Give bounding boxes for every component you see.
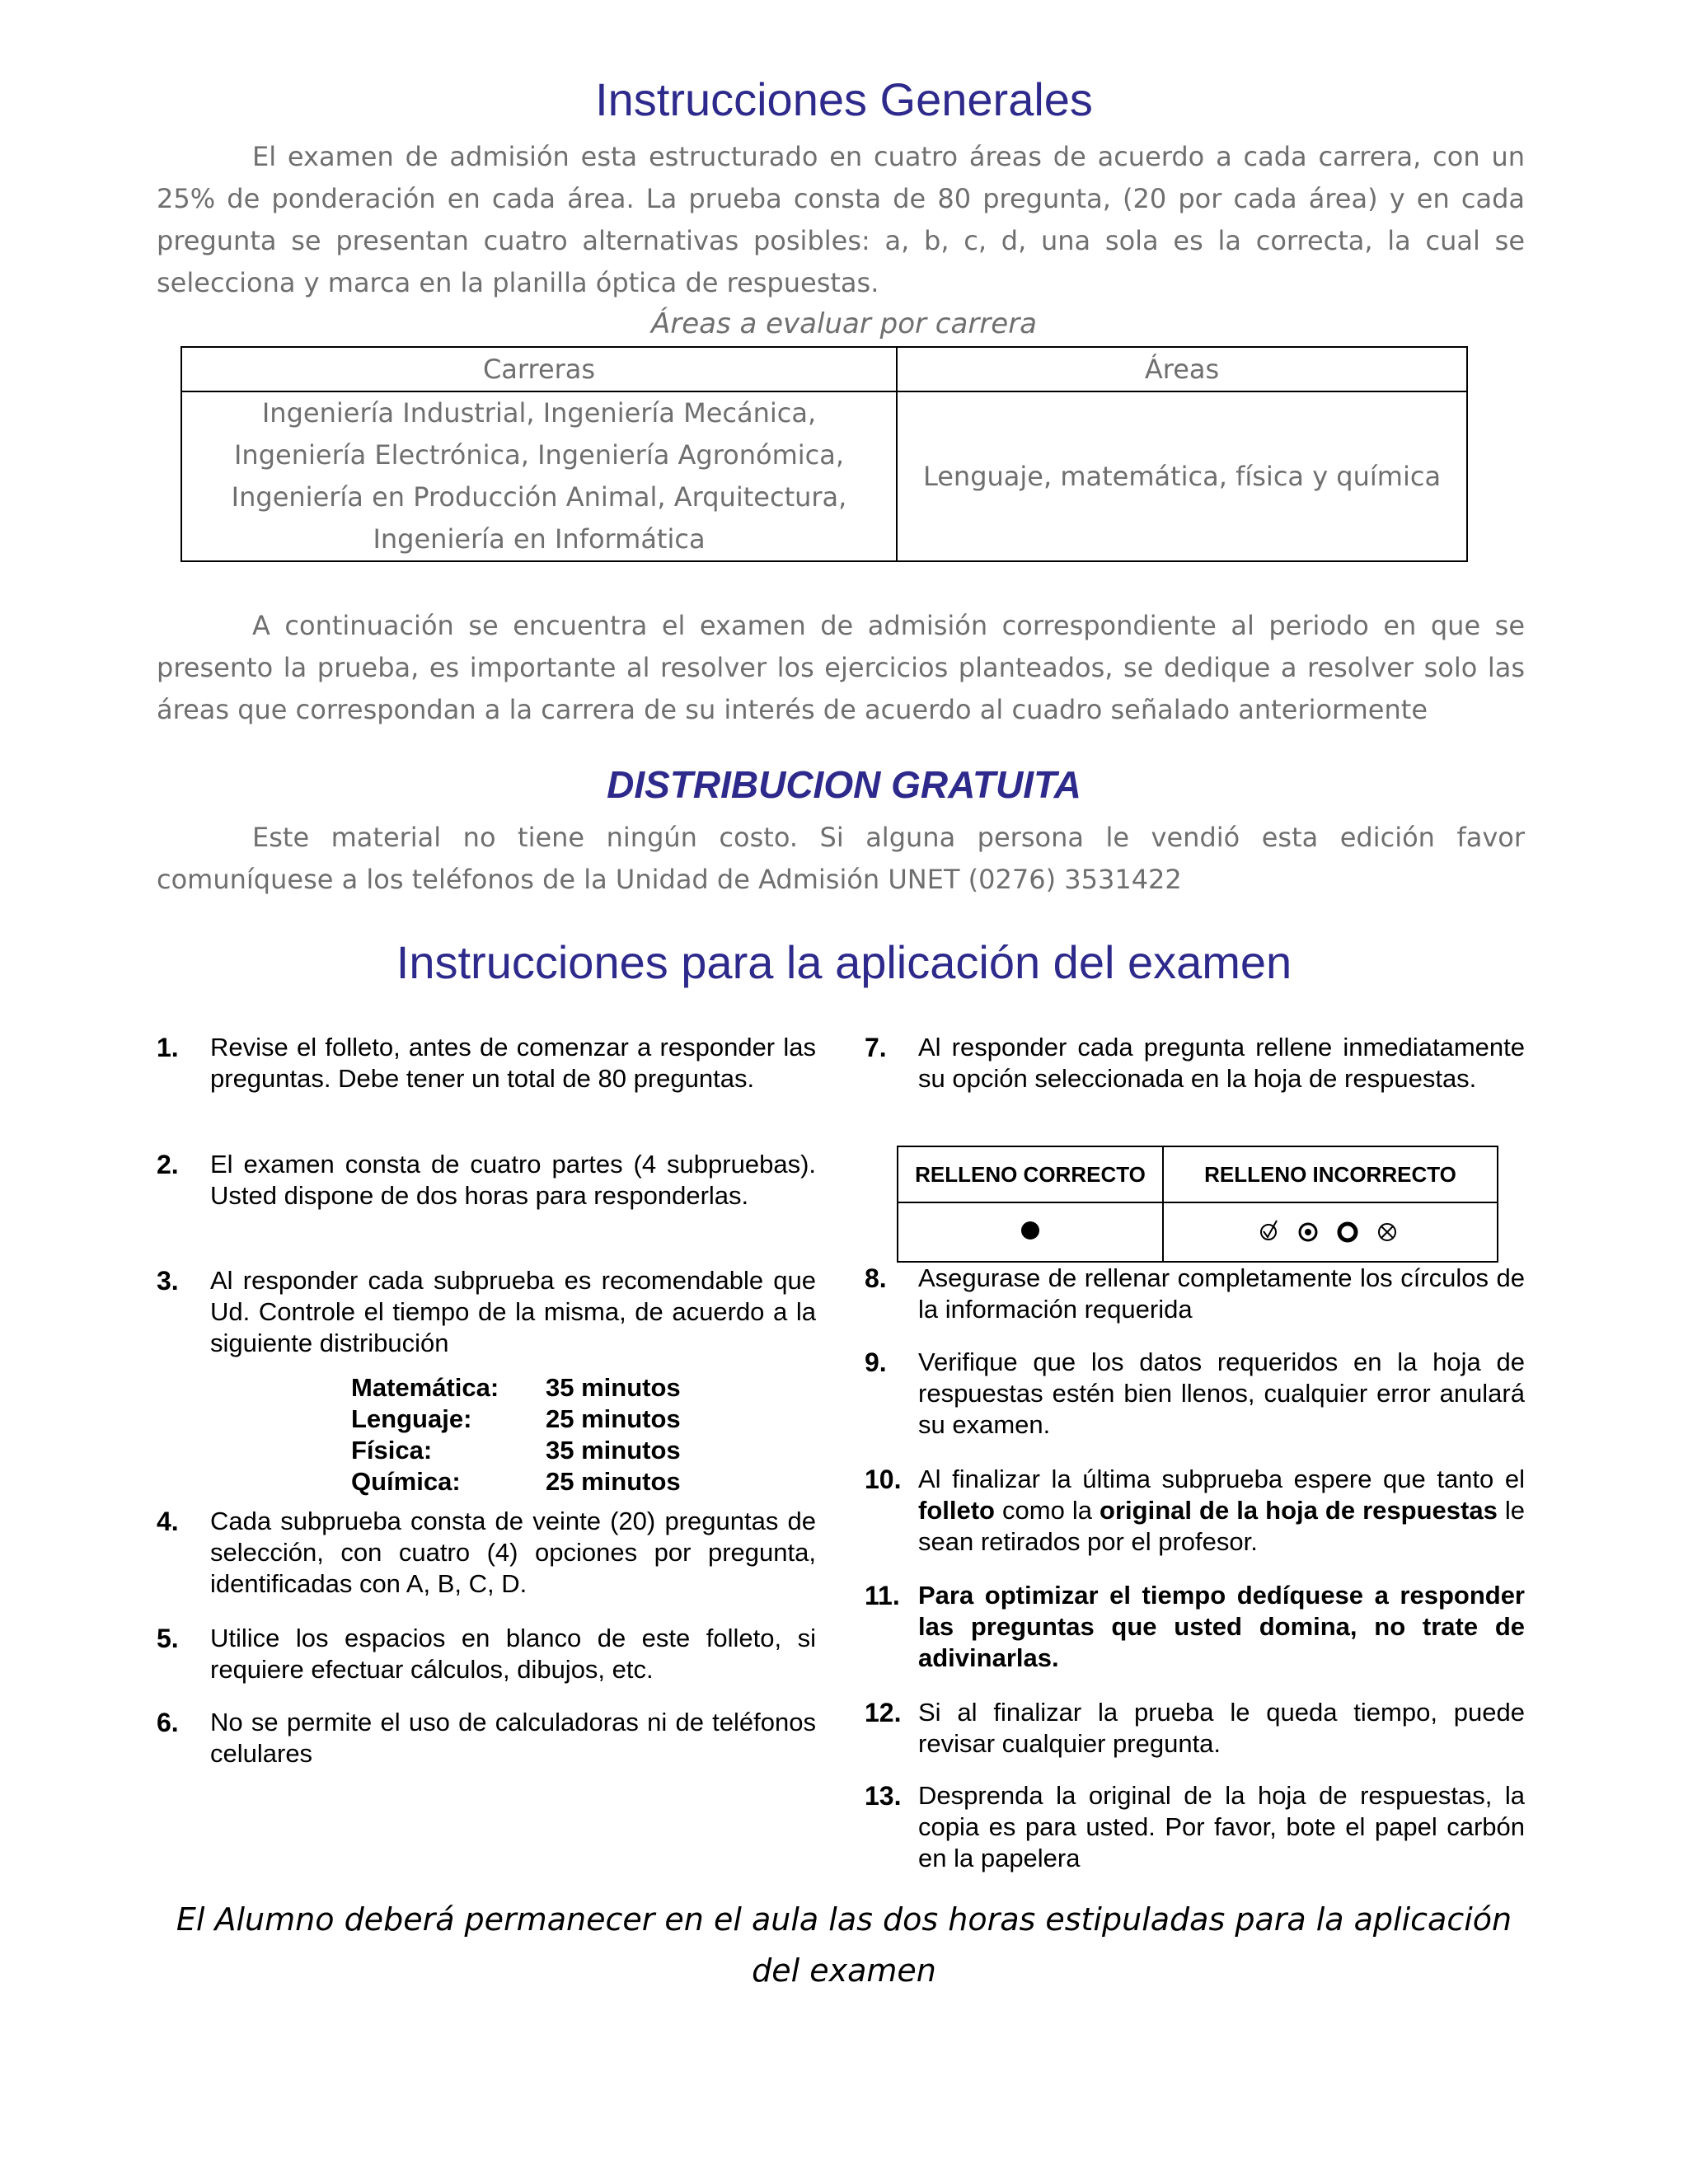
cross-circle-icon: [1379, 1224, 1395, 1240]
correct-fill-cell: [898, 1202, 1163, 1262]
areas-table: [181, 346, 1468, 562]
carrera-line: Ingeniería Industrial, Ingeniería Mecánica,: [261, 397, 817, 429]
filled-circle-icon: [1020, 1220, 1041, 1241]
incorrect-marks-icons: [1252, 1217, 1409, 1244]
header-areas: Áreas: [897, 347, 1467, 391]
incorrect-fill-cell: [1163, 1202, 1498, 1262]
table-caption: Áreas a evaluar por carrera: [650, 307, 1038, 340]
carreras-cell: [181, 391, 897, 561]
relleno-table: [897, 1146, 1498, 1263]
relleno-incorrecto-header: RELLENO INCORRECTO: [1163, 1146, 1498, 1202]
relleno-correcto-header: RELLENO CORRECTO: [898, 1146, 1163, 1202]
section-title: Instrucciones para la aplicación del examen: [396, 936, 1292, 988]
intro-paragraph: El examen de admisión esta estructurado en cuatro áreas de acuerdo a cada carrera, con un 25% de ponderación en cada área. La prueba consta de 80 pregunta, (20 por cada área) y en cada pregunta se presentan cuatro alternativas posibles: a, b, c, d, una sola es la correcta, la cual se selecciona y marca en la planilla óptica de respuestas.: [157, 141, 1525, 298]
gratuita-title: DISTRIBUCION GRATUITA: [607, 763, 1081, 806]
continuation-paragraph: A continuación se encuentra el examen de admisión correspondiente al periodo en que se presento la prueba, es importante al resolver los ejercicios planteados, se dedique a resolver solo las áreas que correspondan a la carrera de su interés de acuerdo al cuadro señalado anteriormente: [157, 610, 1525, 725]
dot-circle-icon: [1300, 1224, 1316, 1240]
carrera-line: Ingeniería en Producción Animal, Arquitectura,: [231, 481, 847, 513]
areas-cell: Lenguaje, matemática, física y química: [897, 391, 1467, 561]
closing-note: El Alumno deberá permanecer en el aula las dos horas estipuladas para la aplicación del examen: [176, 1901, 1512, 1989]
ring-circle-icon: [1339, 1224, 1356, 1240]
page-title: Instrucciones Generales: [595, 73, 1093, 125]
carrera-line: Ingeniería Electrónica, Ingeniería Agronómica,: [233, 439, 845, 471]
header-carreras: Carreras: [181, 347, 897, 391]
carrera-line: Ingeniería en Informática: [373, 523, 706, 555]
time-distribution: Matemática: 35 minutos Lenguaje: 25 minutos Física: 35 minutos Química: 25 minutos: [351, 1373, 681, 1496]
gratuita-paragraph: Este material no tiene ningún costo. Si alguna persona le vendió esta edición favor comuníquese a los teléfonos de la Unidad de Admisión UNET (0276) 3531422: [157, 822, 1525, 895]
check-circle-icon: [1261, 1221, 1277, 1240]
